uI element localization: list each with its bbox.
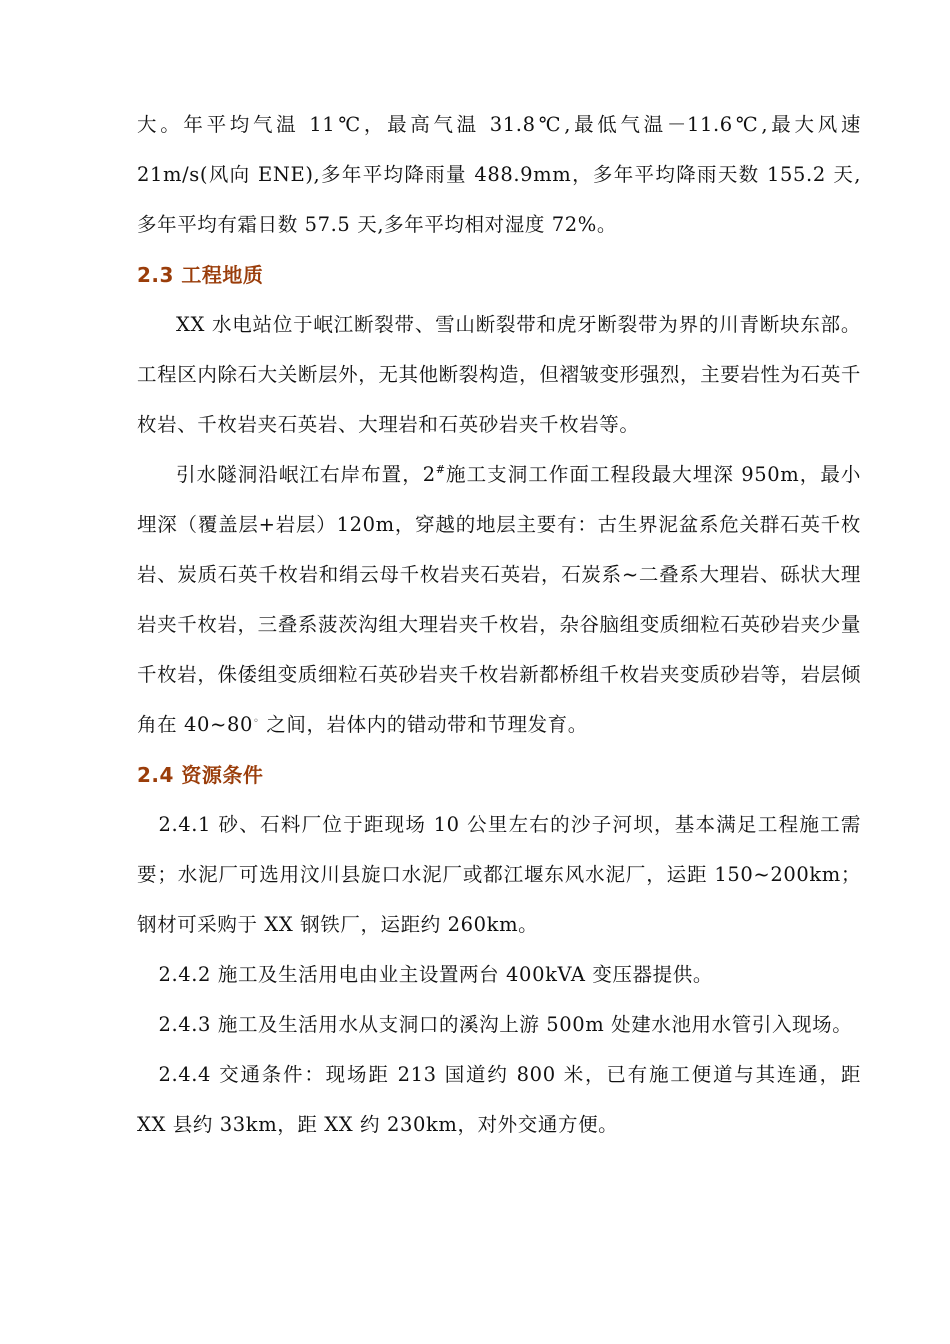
climate-paragraph: 大。年平均气温 11℃，最高气温 31.8℃,最低气温－11.6℃,最大风速 21m/s(风向 ENE),多年平均降雨量 488.9mm，多年平均降雨天数 155.2 天,多年平均有霜日数 57.5 天,多年平均相对湿度 72%。	[137, 113, 861, 236]
resource-item-2-4-2: 2.4.2 施工及生活用电由业主设置两台 400kVA 变压器提供。	[158, 963, 713, 986]
document-page	[137, 100, 861, 1150]
resource-item-2-4-1: 2.4.1 砂、石料厂位于距现场 10 公里左右的沙子河坝，基本满足工程施工需要；水泥厂可选用汶川县旋口水泥厂或都江堰东风水泥厂，运距 150~200km；钢材可采购于 XX 钢铁厂，运距约 260km。	[137, 813, 861, 936]
geology-paragraph-2-part2: 施工支洞工作面工程段最大埋深 950m，最小埋深（覆盖层+岩层）120m，穿越的地层主要有：古生界泥盆系危关群石英千枚岩、炭质石英千枚岩和绢云母千枚岩夹石英岩，石炭系~二叠系大理岩、砾状大理岩夹千枚岩，三叠系菠茨沟组大理岩夹千枚岩，杂谷脑组变质细粒石英砂岩夹少量千枚岩，侏倭组变质细粒石英砂岩夹千枚岩新都桥组千枚岩夹变质砂岩等，岩层倾角在 40~80	[137, 463, 861, 736]
degree-symbol: ◦	[252, 716, 260, 727]
geology-paragraph-2-part1: 引水隧洞沿岷江右岸布置，2	[176, 463, 436, 486]
resource-item-2-4-4: 2.4.4 交通条件：现场距 213 国道约 800 米，已有施工便道与其连通，距 XX 县约 33km，距 XX 约 230km，对外交通方便。	[137, 1063, 861, 1136]
superscript-hash: #	[435, 463, 446, 476]
heading-engineering-geology: 2.3 工程地质	[137, 263, 264, 287]
heading-resource-conditions: 2.4 资源条件	[137, 763, 264, 787]
geology-paragraph-1: XX 水电站位于岷江断裂带、雪山断裂带和虎牙断裂带为界的川青断块东部。工程区内除石大关断层外，无其他断裂构造，但褶皱变形强烈，主要岩性为石英千枚岩、千枚岩夹石英岩、大理岩和石英砂岩夹千枚岩等。	[137, 313, 861, 436]
geology-paragraph-2-part3: 之间，岩体内的错动带和节理发育。	[259, 713, 588, 736]
resource-item-2-4-3: 2.4.3 施工及生活用水从支洞口的溪沟上游 500m 处建水池用水管引入现场。	[158, 1013, 853, 1036]
geology-paragraph-2	[137, 450, 861, 750]
